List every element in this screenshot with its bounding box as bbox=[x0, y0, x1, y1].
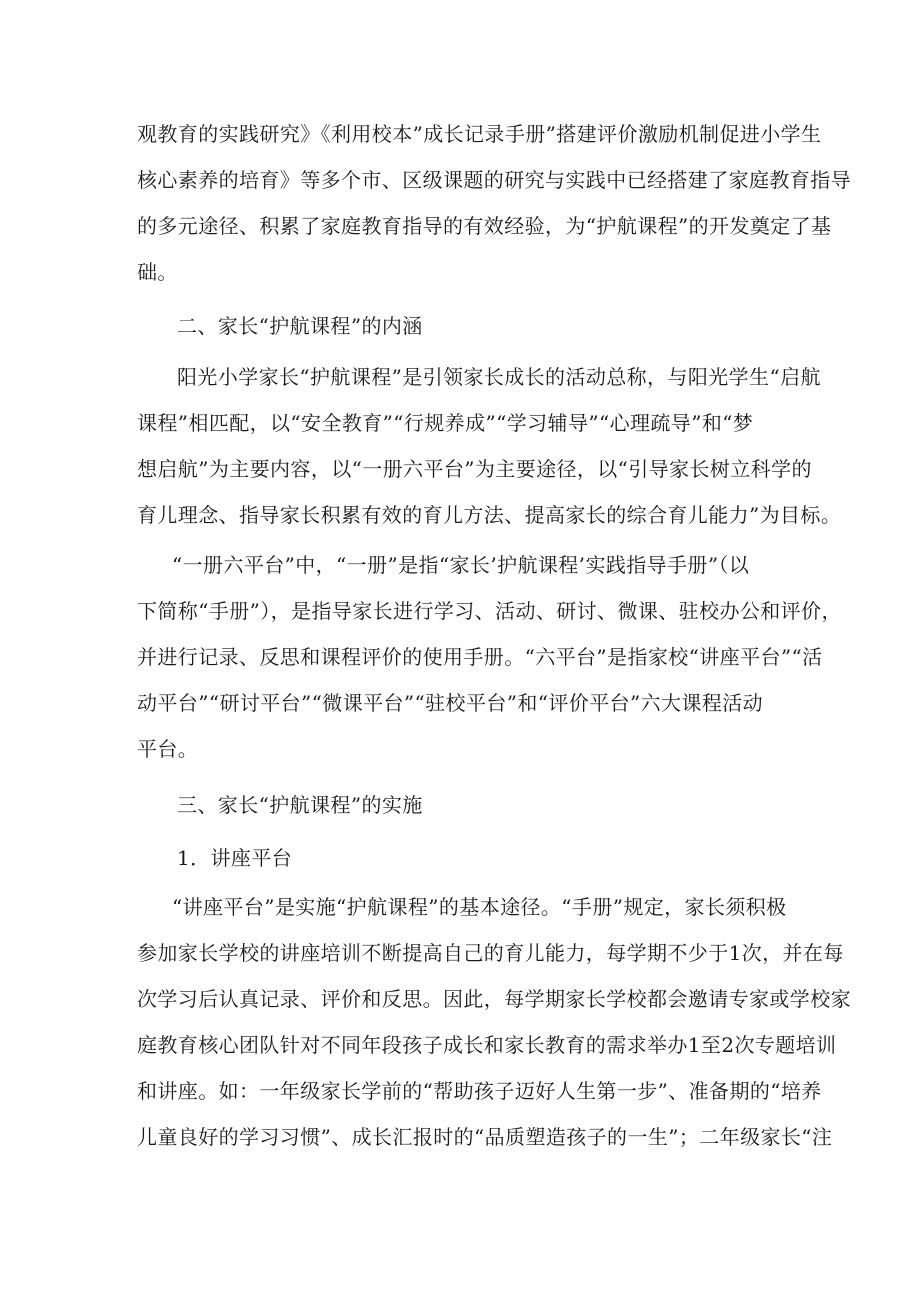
section-heading: 三、家长“护航课程”的实施 bbox=[177, 793, 423, 817]
body-text-line: “讲座平台”是实施“护航课程”的基本途径。“手册”规定，家长须积极 bbox=[172, 895, 787, 919]
body-text-line: 的多元途径、积累了家庭教育指导的有效经验，为“护航课程”的开发奠定了基 bbox=[137, 214, 832, 238]
body-text-line: 和讲座。如：一年级家长学前的“帮助孩子迈好人生第一步”、准备期的“培养 bbox=[137, 1079, 822, 1103]
body-text-line: 下简称“手册”），是指导家长进行学习、活动、研讨、微课、驻校办公和评价， bbox=[137, 599, 842, 623]
subsection-heading: 1．讲座平台 bbox=[177, 846, 293, 870]
body-text-line: 核心素养的培育》等多个市、区级课题的研究与实践中已经搭建了家庭教育指导 bbox=[137, 168, 851, 192]
body-text-line: 观教育的实践研究》《利用校本”成长记录手册”搭建评价激励机制促进小学生 bbox=[137, 122, 822, 146]
body-text-line: 参加家长学校的讲座培训不断提高自己的育儿能力，每学期不少于1次，并在每 bbox=[137, 941, 844, 965]
body-text-line: 儿童良好的学习习惯”、成长汇报时的“品质塑造孩子的一生”；二年级家长“注 bbox=[137, 1125, 833, 1149]
body-text-line: 阳光小学家长“护航课程”是引领家长成长的活动总称，与阳光学生“启航 bbox=[177, 365, 821, 389]
body-text-line: “一册六平台”中，“一册”是指“家长’护航课程’实践指导手册”（以 bbox=[172, 553, 750, 577]
body-text-line: 平台。 bbox=[137, 737, 199, 761]
body-text-line: 动平台”“研讨平台”“微课平台”“驻校平台”和“评价平台”六大课程活动 bbox=[137, 691, 764, 715]
body-text-line: 并进行记录、反思和课程评价的使用手册。“六平台”是指家校“讲座平台”“活 bbox=[137, 645, 823, 669]
body-text-line: 庭教育核心团队针对不同年段孩子成长和家长教育的需求举办1至2次专题培训 bbox=[137, 1033, 837, 1057]
body-text-line: 础。 bbox=[137, 260, 178, 284]
body-text-line: 想启航”为主要内容，以“一册六平台”为主要途径，以“引导家长树立科学的 bbox=[137, 457, 812, 481]
body-text-line: 次学习后认真记录、评价和反思。因此，每学期家长学校都会邀请专家或学校家 bbox=[137, 987, 851, 1011]
section-heading: 二、家长“护航课程”的内涵 bbox=[177, 314, 423, 338]
body-text-line: 育儿理念、指导家长积累有效的育儿方法、提高家长的综合育儿能力”为目标。 bbox=[137, 503, 842, 527]
body-text-line: 课程”相匹配，以“安全教育”“行规养成”“学习辅导”“心理疏导”和“梦 bbox=[137, 411, 754, 435]
